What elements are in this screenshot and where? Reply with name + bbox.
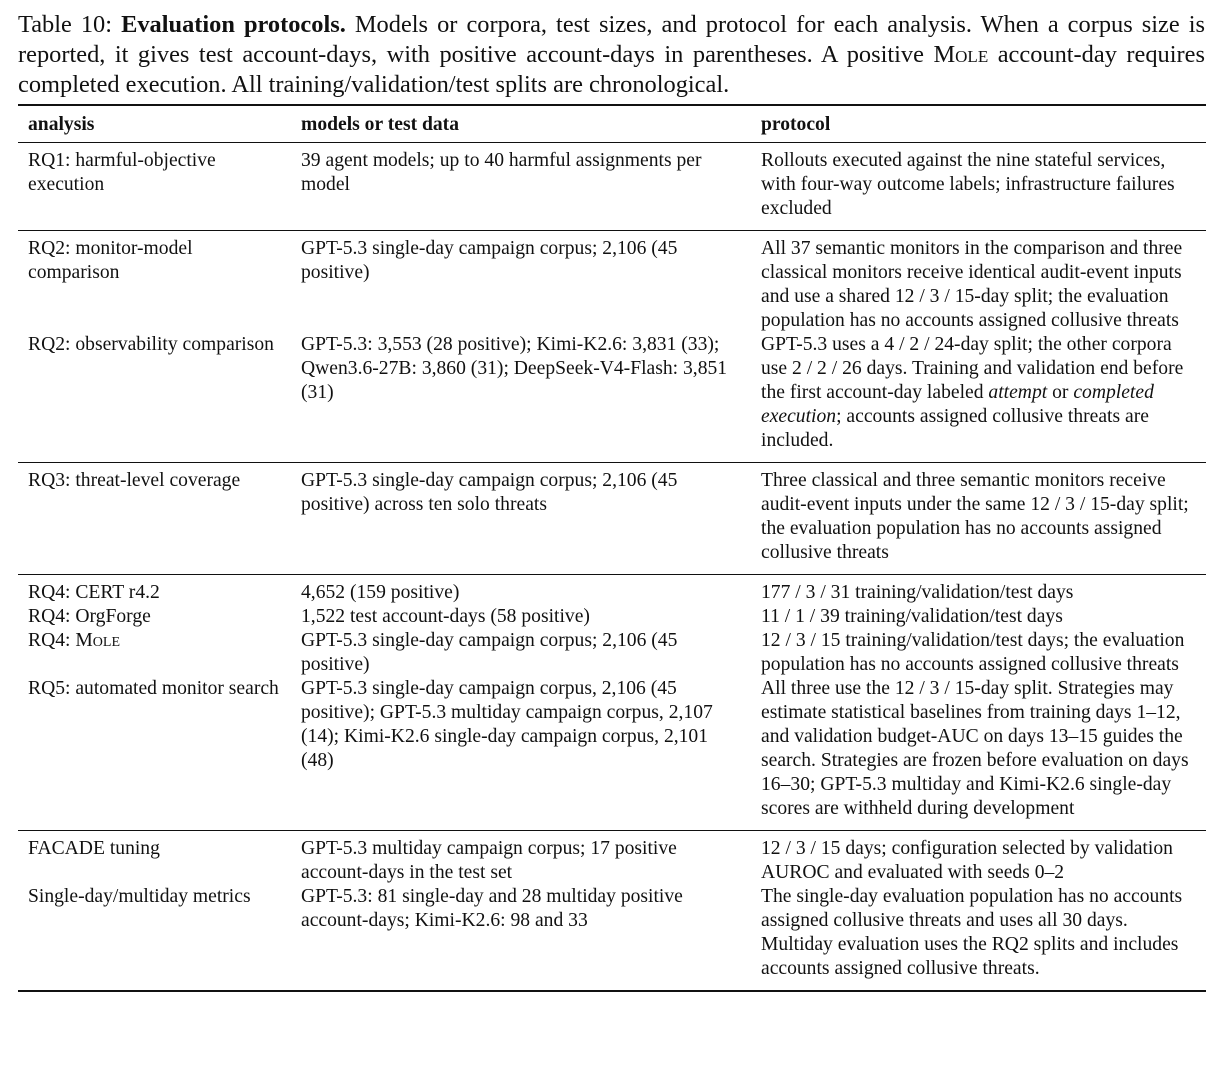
models-mole: GPT-5.3 single-day campaign corpus; 2,106 (45 positive): [301, 630, 678, 675]
cell-models: GPT-5.3 multiday campaign corpus; 17 positive account-days in the test set: [301, 838, 677, 883]
protocol-text-a: GPT-5.3 uses a 4 / 2 / 24-day split; the other corpora use 2 / 2 / 26 days. Training and validation end before the first account-day labeled: [761, 334, 1184, 403]
caption-title: Evaluation protocols.: [121, 11, 346, 38]
cell-models: GPT-5.3: 81 single-day and 28 multiday positive account-days; Kimi-K2.6: 98 and 33: [301, 886, 683, 931]
cell-models: 39 agent models; up to 40 harmful assignments per model: [301, 150, 702, 195]
cell-analysis: RQ2: observability comparison: [28, 334, 274, 355]
header-analysis: analysis: [18, 105, 291, 143]
group-rq4-rq5: [18, 575, 1206, 831]
cell-protocol: The single-day evaluation population has no accounts assigned collusive threats and uses all 30 days. Multiday evaluation uses the RQ2 splits and includes accounts assigned collusive threats.: [761, 886, 1183, 979]
models-orgforge: 1,522 test account-days (58 positive): [301, 606, 590, 627]
analysis-orgforge: RQ4: OrgForge: [28, 606, 151, 627]
table-row: [18, 575, 1206, 678]
protocol-emph-completed: completed execution: [761, 382, 1154, 427]
cell-protocol: [751, 333, 1206, 463]
cell-protocol: Rollouts executed against the nine stateful services, with four-way outcome labels; infrastructure failures excluded: [761, 150, 1175, 219]
table-row: [18, 885, 1206, 991]
table-row: [18, 231, 1206, 334]
header-row: [18, 105, 1206, 143]
protocol-emph-attempt: attempt: [988, 382, 1048, 403]
cell-analysis: FACADE tuning: [28, 838, 160, 859]
protocol-cert: 177 / 3 / 31 training/validation/test days: [761, 582, 1074, 603]
cell-models: GPT-5.3: 3,553 (28 positive); Kimi-K2.6: 3,831 (33); Qwen3.6-27B: 3,860 (31); DeepSeek-V4-Flash: 3,851 (31): [301, 334, 728, 403]
protocol-mole: 12 / 3 / 15 training/validation/test days; the evaluation population has no accounts assigned collusive threats: [761, 630, 1185, 675]
table-row: [18, 677, 1206, 831]
cell-analysis: RQ5: automated monitor search: [28, 678, 279, 699]
cell-protocol: 12 / 3 / 15 days; configuration selected by validation AUROC and evaluated with seeds 0–2: [761, 838, 1173, 883]
group-rq3: [18, 463, 1206, 575]
analysis-mole-prefix: RQ4:: [28, 630, 71, 651]
table-row: [18, 463, 1206, 575]
cell-analysis: Single-day/multiday metrics: [28, 886, 251, 907]
table-caption: [18, 10, 1205, 100]
cell-protocol: All 37 semantic monitors in the comparison and three classical monitors receive identical audit-event inputs and use a shared 12 / 3 / 15-day split; the evaluation population has no accounts assigned collusive threats: [761, 238, 1183, 331]
table-row: [18, 333, 1206, 463]
protocol-orgforge: 11 / 1 / 39 training/validation/test days: [761, 606, 1063, 627]
cell-analysis: [18, 575, 291, 678]
models-cert: 4,652 (159 positive): [301, 582, 460, 603]
cell-models: GPT-5.3 single-day campaign corpus, 2,106 (45 positive); GPT-5.3 multiday campaign corpus, 2,107 (14); Kimi-K2.6 single-day campaign corpus, 2,101 (48): [301, 678, 713, 771]
table-row: [18, 831, 1206, 886]
cell-models: GPT-5.3 single-day campaign corpus; 2,106 (45 positive) across ten solo threats: [301, 470, 678, 515]
group-facade-metrics: [18, 831, 1206, 992]
cell-analysis: RQ3: threat-level coverage: [28, 470, 241, 491]
cell-models: [291, 575, 751, 678]
cell-protocol: Three classical and three semantic monitors receive audit-event inputs under the same 12 / 3 / 15-day split; the evaluation population has no accounts assigned collusive threats: [761, 470, 1189, 563]
header-models: models or test data: [291, 105, 751, 143]
protocol-text-c: ; accounts assigned collusive threats are included.: [761, 406, 1149, 451]
table-row: [18, 143, 1206, 231]
caption-text-2: account-day requires completed execution. All training/validation/test splits are chronological.: [18, 41, 1205, 98]
analysis-mole-name: Mole: [75, 630, 121, 651]
group-rq2: [18, 231, 1206, 463]
cell-models: GPT-5.3 single-day campaign corpus; 2,106 (45 positive): [301, 238, 678, 283]
evaluation-protocols-table: [18, 104, 1206, 992]
cell-analysis: RQ2: monitor-model comparison: [28, 238, 193, 283]
header-protocol: protocol: [751, 105, 1206, 143]
cell-protocol: [751, 575, 1206, 678]
group-rq1: [18, 143, 1206, 231]
analysis-mole: [28, 629, 281, 653]
analysis-cert: RQ4: CERT r4.2: [28, 582, 160, 603]
cell-protocol: All three use the 12 / 3 / 15-day split. Strategies may estimate statistical baselines from training days 1–12, and validation budget-AUC on days 13–15 guides the search. Strategies are frozen before evaluation on days 16–30; GPT-5.3 multiday and Kimi-K2.6 single-day scores are withheld during development: [761, 678, 1189, 819]
caption-label: Table 10:: [18, 11, 113, 38]
protocol-text-b: or: [1052, 382, 1069, 403]
caption-mole: Mole: [933, 41, 989, 68]
cell-analysis: RQ1: harmful-objective execution: [28, 150, 216, 195]
caption-text-1: Models or corpora, test sizes, and protocol for each analysis. When a corpus size is reported, it gives test account-days, with positive account-days in parentheses. A positive: [18, 11, 1205, 68]
